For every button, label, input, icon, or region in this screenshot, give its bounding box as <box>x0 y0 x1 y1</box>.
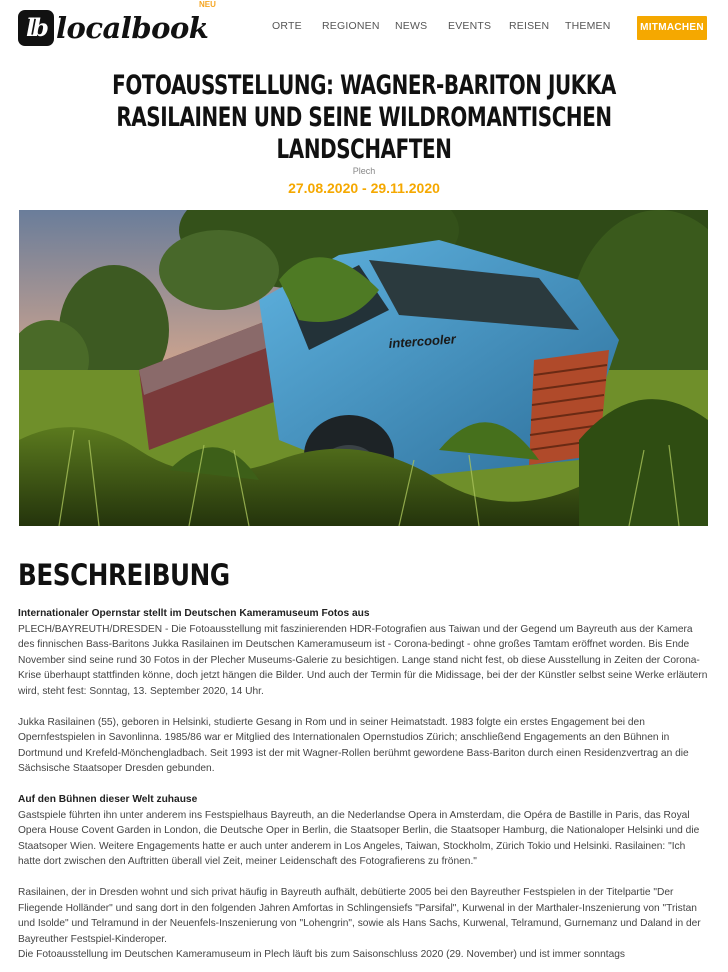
hero-image <box>19 210 708 526</box>
nav-item-regionen[interactable]: REGIONEN <box>322 20 380 32</box>
nav-item-orte[interactable]: ORTE <box>272 20 302 32</box>
subheading-buehnen: Auf den Bühnen dieser Welt zuhause <box>18 793 198 805</box>
paragraph-1: PLECH/BAYREUTH/DRESDEN - Die Fotoausstellung mit faszinierenden HDR-Fotografien aus Taiwan und der Gegend um Bayreuth aus der Kamera des finnischen Bass-Baritons Jukka Rasilainen im Deutschen Kameramuseum ist - Corona-bedingt - ohne großes Tamtam eröffnet worden. Bis Ende November sind seine rund 30 Fotos in der Plecher Museums-Galerie zu besichtigen. Lange stand nicht fest, ob diese Ausstellung in Zeiten der Corona-Krise überhaupt stattfinden könne, doch jetzt hängen die Bilder. Und auch der Termin für die Midissage, bei der der Künstler selbst seine Werke erläutern wird, steht fest: Sonntag, 13. September 2020, 14 Uhr. <box>18 623 708 697</box>
event-dates: 27.08.2020 - 29.11.2020 <box>288 180 440 196</box>
mitmachen-button[interactable]: MITMACHEN <box>637 16 707 40</box>
event-location: Plech <box>352 166 376 176</box>
paragraph-5: Die Fotoausstellung im Deutschen Kameramuseum in Plech läuft bis zum Saisonschluss 2020 (29. November) und ist immer sonntags <box>18 949 626 961</box>
nav-item-events[interactable]: EVENTS <box>448 20 492 32</box>
description-body <box>18 606 708 963</box>
logo-mark: lb <box>18 10 54 46</box>
logo-new-badge: NEU <box>199 0 216 9</box>
logo-wordmark: localbook <box>56 11 209 45</box>
site-logo[interactable] <box>18 10 208 46</box>
hero-illustration <box>19 210 708 526</box>
nav-item-reisen[interactable]: REISEN <box>509 20 550 32</box>
site-header <box>0 0 728 56</box>
paragraph-2: Jukka Rasilainen (55), geboren in Helsinki, studierte Gesang in Rom und in seiner Heimatstadt. 1983 folgte ein erstes Engagement bei den Opernfestspielen in Savonlinna. 1985/86 war er Mitglied des Internationalen Opernstudios Zürich; anschließend Engagements an den Bühnen in Dortmund und Krefeld-Mönchengladbach. Seit 1993 ist der mit Wagner-Rollen berühmt gewordene Bass-Bariton durch einen Residenzvertrag an die Sächsische Staatsoper Dresden gebunden. <box>18 716 689 775</box>
paragraph-3: Gastspiele führten ihn unter anderem ins Festspielhaus Bayreuth, an die Nederlandse Opera in Amsterdam, die Opéra de Bastille in Paris, das Royal Opera House Covent Garden in London, die Deutsche Oper in Berlin, die Staatsoper Berlin, die Staatsoper Hamburg, die Nationaloper Helsinki und die Staatsoper Wien. Weitere Engagements hatte er auch unter anderem in Los Angeles, Taiwan, Stockholm, Zürich Tokio und Helsinki. Rasilainen: "Ich hatte dort zwischen den Auftritten überall viel Zeit, meiner Leidenschaft des Fotografierens zu frönen." <box>18 809 700 868</box>
subheading-opernstar: Internationaler Opernstar stellt im Deutschen Kameramuseum Fotos aus <box>18 608 370 619</box>
paragraph-4: Rasilainen, der in Dresden wohnt und sich privat häufig in Bayreuth aufhält, debütierte 2005 bei den Bayreuther Festspielen in der Titelpartie "Der Fliegende Holländer" und sang dort in den folgenden Jahren Amfortas in Schlingensiefs "Parsifal", Kurwenal in der Marthaler-Inszenierung von "Tristan und Isolde" und Telramund in der Neuenfels-Inszenierung von "Lohengrin", sowie als Hans Sachs, Kurwenal, Telramund, Gurnemanz und Daland in der Bayreuther Festspiel-Kinderoper. <box>18 886 701 945</box>
truck-lettering: intercooler <box>388 331 457 351</box>
nav-item-news[interactable]: NEWS <box>395 20 428 32</box>
section-heading-description: BESCHREIBUNG <box>18 558 230 592</box>
nav-item-themen[interactable]: THEMEN <box>565 20 611 32</box>
event-title: FOTOAUSSTELLUNG: WAGNER-BARITON JUKKA RASILAINEN UND SEINE WILDROMANTISCHEN LANDSCHAFTEN <box>112 70 616 165</box>
